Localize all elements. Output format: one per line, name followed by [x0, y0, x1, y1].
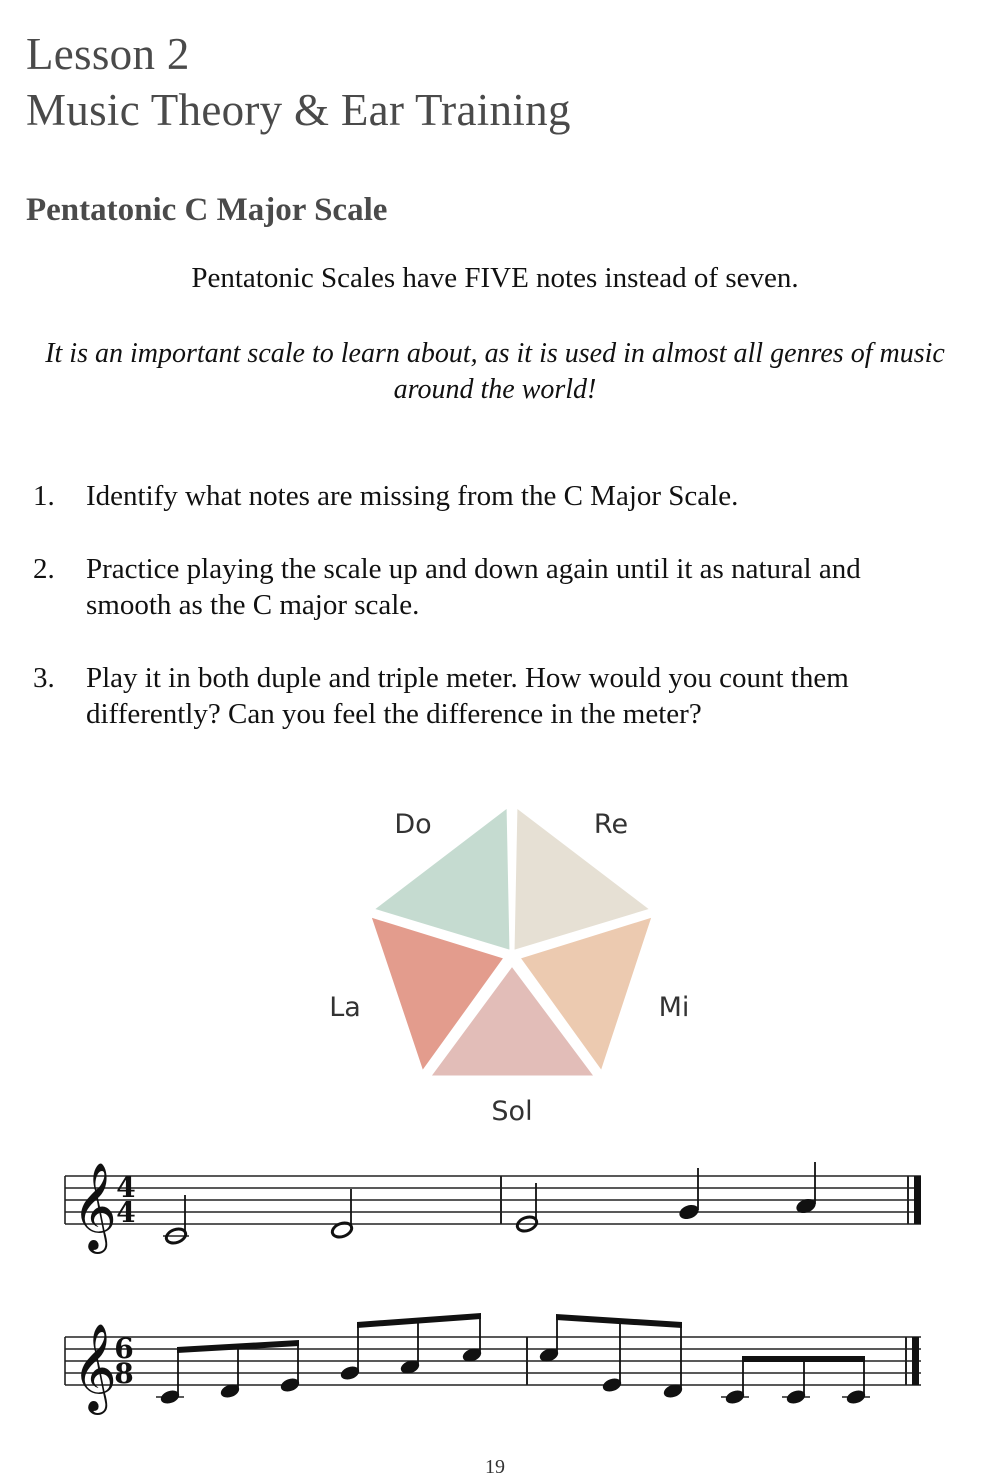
- instruction-text: Practice playing the scale up and down again until it as natural and smooth as the C major scale.: [86, 553, 861, 621]
- page-title: [26, 26, 571, 138]
- note-c: [163, 1195, 189, 1246]
- staff-duple: [55, 1150, 935, 1260]
- instruction-list: [0, 478, 936, 732]
- page-number: 19: [485, 1456, 505, 1478]
- beamed-group-4: [721, 1356, 870, 1406]
- solfege-label-mi: Mi: [658, 992, 690, 1023]
- intro-text: Pentatonic Scales have FIVE notes instead of seven.: [191, 262, 799, 294]
- time-signature-bottom: 4: [116, 1196, 136, 1229]
- lesson-subject: Music Theory & Ear Training: [26, 85, 571, 135]
- note-e: [515, 1183, 538, 1234]
- beamed-group-3: [538, 1314, 684, 1400]
- instruction-number: 2.: [33, 553, 55, 585]
- treble-clef-icon: 𝄞: [72, 1161, 117, 1250]
- instruction-number: 1.: [33, 480, 55, 512]
- staff-triple: [55, 1300, 935, 1415]
- solfege-label-re: Re: [593, 809, 629, 840]
- italic-note: It is an important scale to learn about, as it is used in almost all genres of music around the world!: [45, 338, 945, 405]
- solfege-pentagon: [300, 790, 700, 1140]
- note-d: [330, 1189, 353, 1240]
- instruction-number: 3.: [33, 662, 55, 694]
- section-heading: Pentatonic C Major Scale: [26, 192, 388, 228]
- instruction-text: Play it in both duple and triple meter. How would you count them differently? Can you feel the difference in the meter?: [86, 662, 849, 730]
- time-signature-top: 6: [114, 1332, 134, 1365]
- beamed-group-2: [339, 1313, 483, 1382]
- instruction-item: [0, 478, 936, 514]
- time-signature-bottom: 8: [114, 1357, 134, 1390]
- solfege-label-sol: Sol: [491, 1096, 533, 1127]
- instruction-item: [0, 551, 936, 623]
- treble-clef-icon: 𝄞: [72, 1322, 117, 1411]
- solfege-label-do: Do: [394, 809, 432, 840]
- instruction-item: [0, 660, 936, 732]
- solfege-label-la: La: [329, 992, 361, 1023]
- time-signature-top: 4: [116, 1171, 136, 1204]
- instruction-text: Identify what notes are missing from the C Major Scale.: [86, 480, 739, 512]
- lesson-title: Lesson 2: [26, 29, 190, 79]
